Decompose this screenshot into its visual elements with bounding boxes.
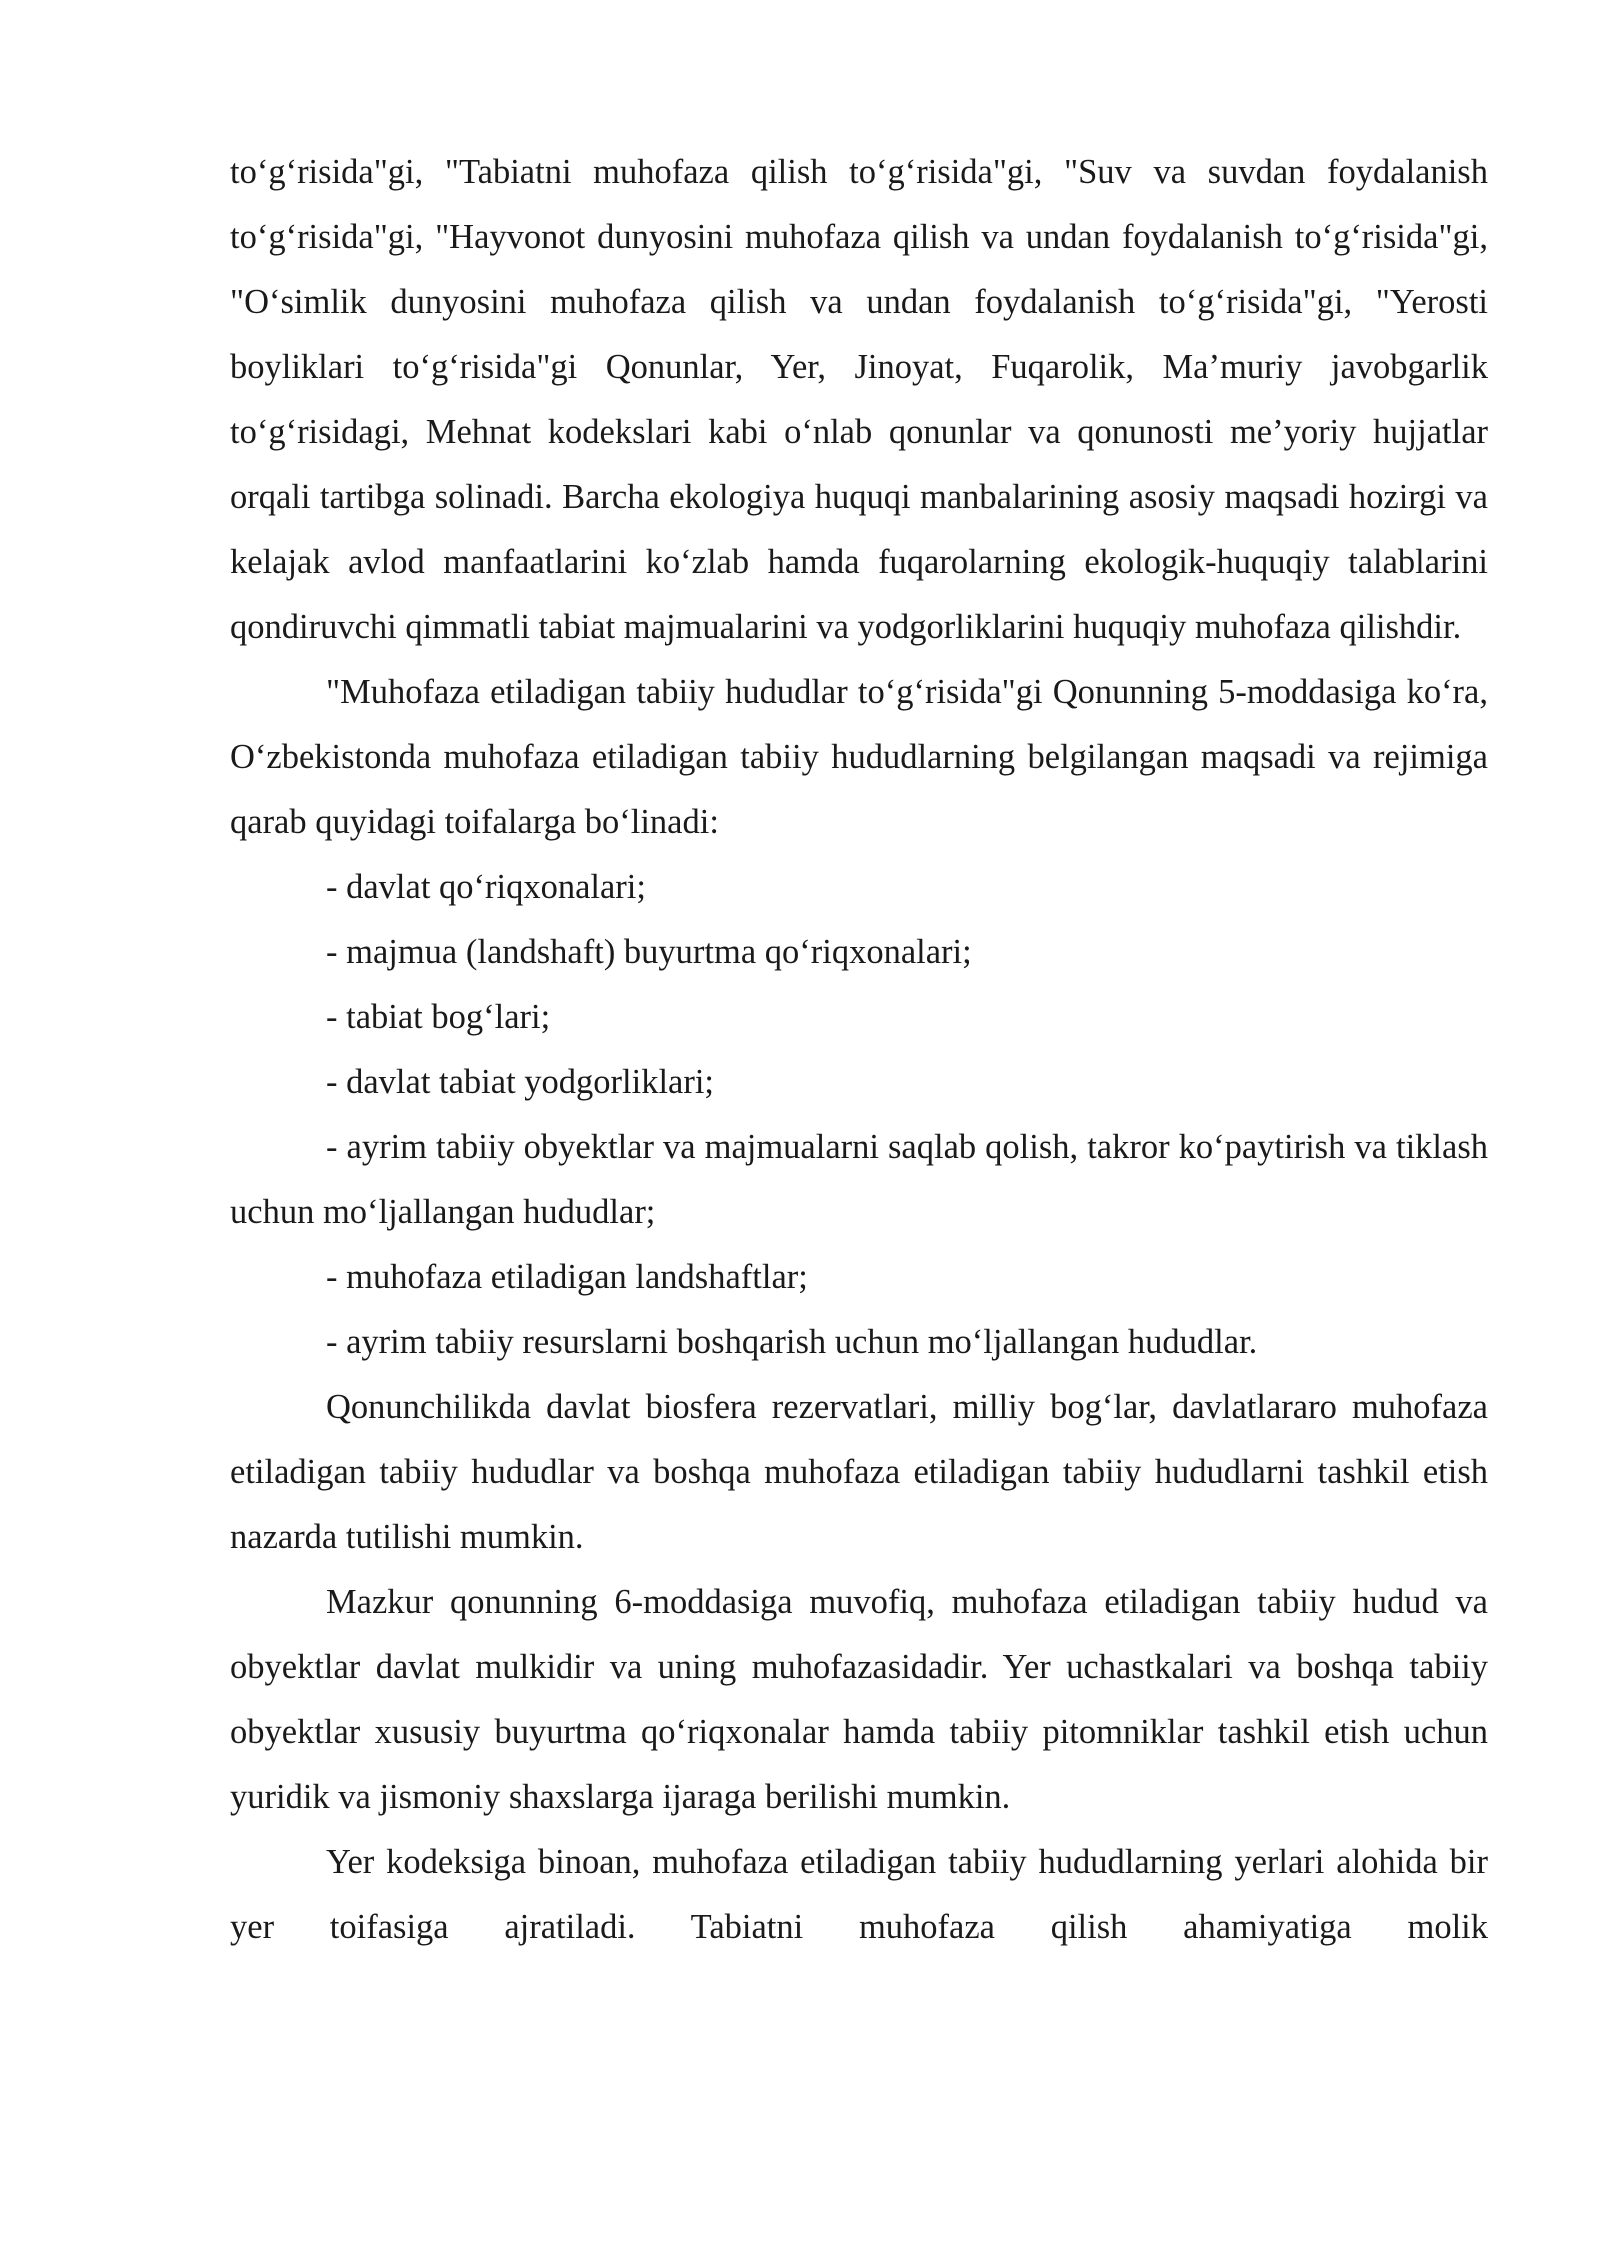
list-item: - davlat qo‘riqxonalari;: [326, 868, 646, 906]
list-item: - ayrim tabiiy obyektlar va majmualarni saqlab qolish, takror ko‘paytirish va tiklash uchun mo‘ljallangan hududlar;: [230, 1128, 1488, 1231]
list-item: - muhofaza etiladigan landshaftlar;: [326, 1258, 808, 1296]
paragraph-land-code: Yer kodeksiga binoan, muhofaza etiladigan tabiiy hududlarning yerlari alohida bir yer toifasiga ajratiladi. Tabiatni muhofaza qilish ahamiyatiga molik: [230, 1843, 1488, 1946]
list-item: - majmua (landshaft) buyurtma qo‘riqxonalari;: [326, 933, 972, 971]
paragraph-article-6: Mazkur qonunning 6-moddasiga muvofiq, muhofaza etiladigan tabiiy hudud va obyektlar davlat mulkidir va uning muhofazasidadir. Yer uchastkalari va boshqa tabiiy obyektlar xususiy buyurtma qo‘riqxonalar hamda tabiiy pitomniklar tashkil etish uchun yuridik va jismoniy shaxslarga ijaraga berilishi mumkin.: [230, 1583, 1488, 1816]
list-item: - tabiat bog‘lari;: [326, 998, 551, 1036]
category-list: [230, 855, 1488, 1375]
paragraph-intro: to‘g‘risida"gi, "Tabiatni muhofaza qilish to‘g‘risida"gi, "Suv va suvdan foydalanish to‘g‘risida"gi, "Hayvonot dunyosini muhofaza qilish va undan foydalanish to‘g‘risida"gi, "O‘simlik dunyosini muhofaza qilish va undan foydalanish to‘g‘risida"gi, "Yerosti boyliklari to‘g‘risida"gi Qonunlar, Yer, Jinoyat, Fuqarolik, Ma’muriy javobgarlik to‘g‘risidagi, Mehnat kodekslari kabi o‘nlab qonunlar va qonunosti me’yoriy hujjatlar orqali tartibga solinadi. Barcha ekologiya huquqi manbalarining asosiy maqsadi hozirgi va kelajak avlod manfaatlarini ko‘zlab hamda fuqarolarning ekologik-huquqiy talablarini qondiruvchi qimmatli tabiat majmualarini va yodgorliklarini huquqiy muhofaza qilishdir.: [230, 153, 1488, 646]
paragraph-article-5: "Muhofaza etiladigan tabiiy hududlar to‘g‘risida"gi Qonunning 5-moddasiga ko‘ra, O‘zbekistonda muhofaza etiladigan tabiiy hududlarning belgilangan maqsadi va rejimiga qarab quyidagi toifalarga bo‘linadi:: [230, 673, 1488, 841]
document-page: [230, 140, 1488, 1960]
list-item: - davlat tabiat yodgorliklari;: [326, 1063, 715, 1101]
list-item: - ayrim tabiiy resurslarni boshqarish uchun mo‘ljallangan hududlar.: [326, 1323, 1258, 1361]
paragraph-biosphere: Qonunchilikda davlat biosfera rezervatlari, milliy bog‘lar, davlatlararo muhofaza etiladigan tabiiy hududlar va boshqa muhofaza etiladigan tabiiy hududlarni tashkil etish nazarda tutilishi mumkin.: [230, 1388, 1488, 1556]
